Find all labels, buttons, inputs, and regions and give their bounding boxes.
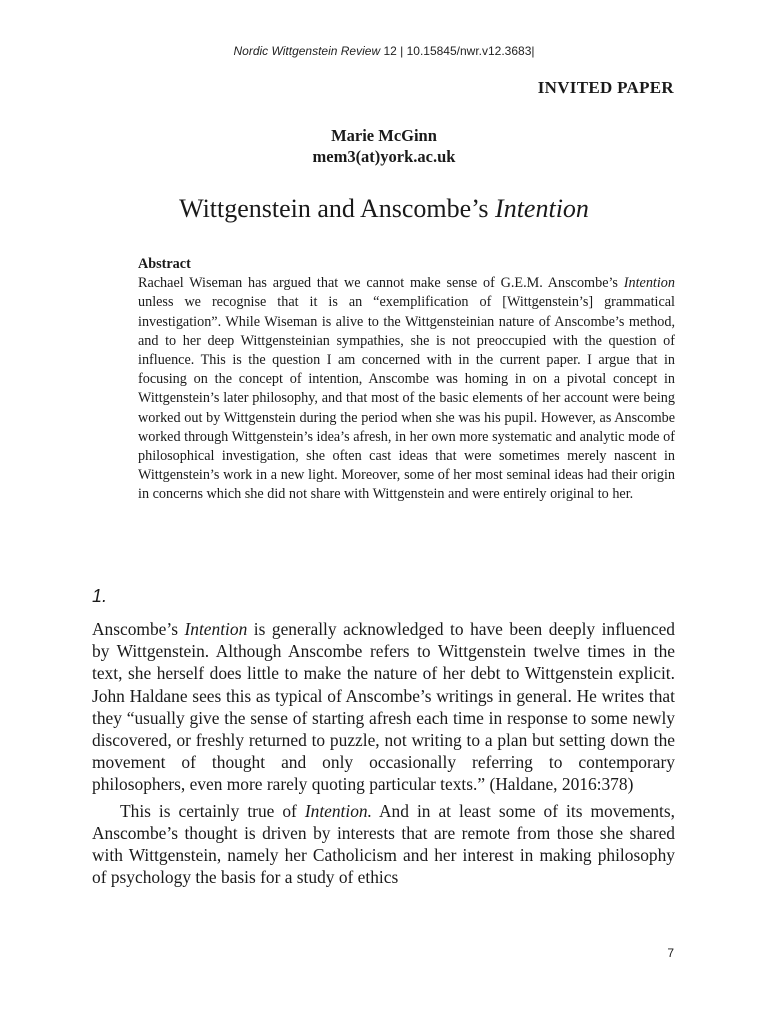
body-paragraph-1 (92, 618, 675, 796)
body-segment: And in at least some of its movements, Anscombe’s thought is driven by interests that are remote from those she shared with Wittgenstein, namely her Catholicism and her interest in making philosophy of psychology the basis for a study of ethics (92, 800, 675, 888)
body-paragraph-2 (92, 800, 675, 889)
author-name: Marie McGinn (331, 126, 437, 145)
running-header (0, 44, 768, 58)
body-segment: This is certainly true of (120, 800, 305, 821)
abstract-segment: Rachael Wiseman has argued that we cannot make sense of G.E.M. Anscombe’s (138, 275, 624, 292)
author-email: mem3(at)york.ac.uk (312, 147, 456, 166)
body-text (92, 618, 675, 888)
abstract-heading: Abstract (138, 256, 191, 272)
abstract-text (138, 274, 675, 504)
body-segment: is generally acknowledged to have been deeply influenced by Wittgenstein. Although Anscombe refers to Wittgenstein twelve times in the text, she herself does little to make the nature of her debt to Wittgenstein explicit. John Haldane sees this as typical of Anscombe’s writings in general. He writes that they “usually give the sense of starting afresh each time in response to some newly discovered, or freshly returned to puzzle, not writing to a plan but setting down the movement of thought and only occasionally referring to contemporary philosophers, even more rarely quoting particular texts.” (Haldane, 2016:378) (92, 619, 675, 795)
abstract-segment: unless we recognise that it is an “exemplification of [Wittgenstein’s] grammatical investigation”. While Wiseman is alive to the Wittgensteinian nature of Anscombe’s method, and to her deep Wittgensteinian sympathies, she is not preoccupied with the question of influence. This is the question I am concerned with in the current paper. I argue that in focusing on the concept of intention, Anscombe was homing in on a pivotal concept in Wittgenstein’s later philosophy, and that most of the basic elements of her account were being worked out by Wittgenstein during the period when she was his pupil. However, as Anscombe worked through Wittgenstein’s idea’s afresh, in her own more systematic and analytic mode of philosophical investigation, she often cast ideas that were sometimes merely nascent in Wittgenstein’s work in a new light. Moreover, some of her most seminal ideas had their origin in concerns which she did not share with Wittgenstein and were entirely original to her. (138, 294, 675, 503)
author-block (0, 125, 768, 167)
paper-title (0, 194, 768, 224)
body-segment: Anscombe’s (92, 619, 185, 639)
body-segment-italic: Intention (184, 619, 248, 639)
journal-name: Nordic Wittgenstein Review (233, 44, 381, 58)
abstract-segment-italic: Intention (623, 275, 675, 292)
paper-type-label: INVITED PAPER (537, 78, 674, 97)
journal-citation: 12 | 10.15845/nwr.v12.3683| (380, 44, 535, 58)
page-number: 7 (667, 946, 674, 960)
title-main: Wittgenstein and Anscombe’s (179, 194, 496, 223)
body-segment-italic: Intention. (304, 800, 372, 821)
section-number: 1. (92, 586, 108, 606)
title-italic: Intention (495, 194, 589, 223)
abstract (138, 255, 675, 505)
